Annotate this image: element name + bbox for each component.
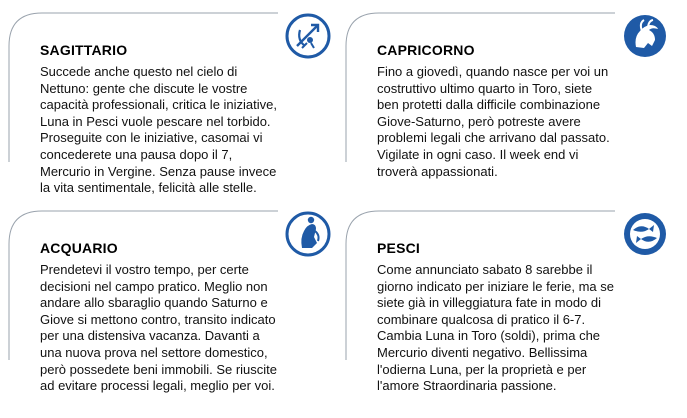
- sign-forecast-text: [40, 64, 330, 197]
- horoscope-card-capricorno: [345, 12, 675, 202]
- forecast-line: Prendetevi il vostro tempo, per certe: [40, 262, 249, 277]
- forecast-line: l'odierna Luna, per la proprietà e per: [377, 361, 587, 377]
- sign-forecast-text: [377, 262, 667, 395]
- forecast-line: Luna in Pesci vuole pescare nel torbido.: [40, 113, 271, 129]
- sign-title: CAPRICORNO: [377, 42, 475, 58]
- forecast-line: Come annunciato sabato 8 sarebbe il: [377, 262, 593, 277]
- sign-forecast-text: [377, 64, 667, 180]
- forecast-line: Cambia Luna in Toro (soldi), prima che: [377, 328, 601, 344]
- forecast-line: Proseguite con le iniziative, casomai vi: [40, 130, 263, 146]
- forecast-line: Succede anche questo nel cielo di: [40, 64, 238, 79]
- pisces-fish-icon: [622, 211, 668, 257]
- sign-title: PESCI: [377, 240, 421, 256]
- sign-title: ACQUARIO: [40, 240, 118, 256]
- forecast-line: concederete una pausa dopo il 7,: [40, 146, 233, 162]
- horoscope-card-pesci: [345, 210, 675, 400]
- forecast-line: però possedete beni immobili. Se riuscite: [40, 361, 278, 377]
- horoscope-card-acquario: [8, 210, 338, 400]
- forecast-line: combinare qualcosa di pratico il 6-7.: [377, 311, 586, 327]
- forecast-line: l'amore Straordinaria passione.: [377, 378, 557, 394]
- sign-title: SAGITTARIO: [40, 42, 128, 58]
- forecast-line: Mercurio diventi negativo. Bellissima: [377, 344, 588, 360]
- forecast-line: Mercurio in Vergine. Senza pause invece: [40, 163, 277, 179]
- forecast-line: capacità professionali, critica le iniziative,: [40, 97, 277, 113]
- forecast-line: ben protetti dalla difficile combinazione: [377, 97, 601, 113]
- aquarius-water-bearer-icon: [285, 211, 331, 257]
- forecast-line: decisioni nel campo pratico. Meglio non: [40, 278, 268, 294]
- forecast-line: Nettuno: gente che discute le vostre: [40, 80, 248, 96]
- forecast-line: ad evitare processi legali, meglio per voi.: [40, 378, 275, 394]
- sagittarius-archer-icon: [285, 13, 331, 59]
- forecast-line: una nuova prova nel settore domestico,: [40, 344, 268, 360]
- forecast-line: siete già in villeggiatura fate in modo di: [377, 295, 602, 311]
- forecast-line: giorno indicato per iniziare le ferie, ma se: [377, 278, 615, 294]
- forecast-line: la vita sentimentale, felicità alle stelle.: [40, 180, 257, 196]
- forecast-line: troverà appassionati.: [377, 163, 498, 179]
- forecast-line: costruttivo ultimo quarto in Toro, siete: [377, 80, 593, 96]
- forecast-line: andare allo sbaraglio quando Saturno e: [40, 295, 268, 311]
- horoscope-card-sagittario: [8, 12, 338, 202]
- capricorn-goat-icon: [622, 13, 668, 59]
- forecast-line: problemi legali che arrivano dal passato.: [377, 130, 610, 146]
- sign-forecast-text: [40, 262, 330, 395]
- forecast-line: Fino a giovedì, quando nasce per voi un: [377, 64, 609, 79]
- forecast-line: Giove-Saturno, però potreste avere: [377, 113, 581, 129]
- forecast-line: Vigilate in ogni caso. Il week end vi: [377, 146, 579, 162]
- forecast-line: per una distensiva vacanza. Davanti a: [40, 328, 260, 344]
- forecast-line: Giove si mettono contro, transito indicato: [40, 311, 276, 327]
